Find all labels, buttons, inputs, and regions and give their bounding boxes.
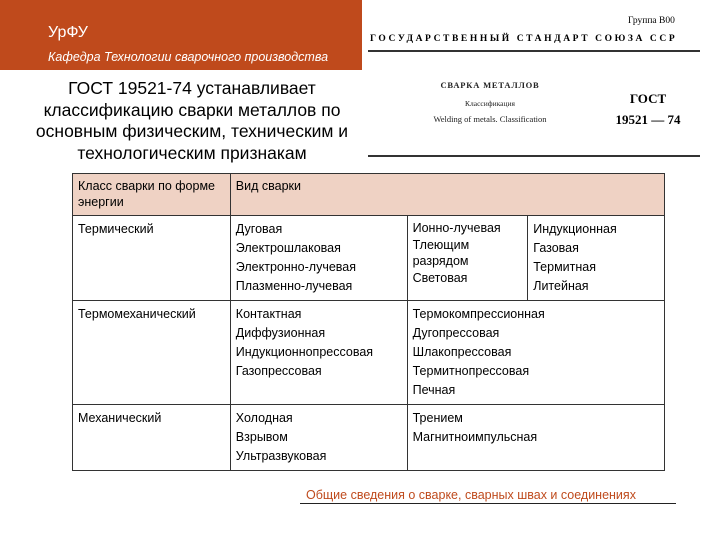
weld-type: Индукционнопрессовая (235, 345, 374, 359)
type-cell (407, 216, 528, 301)
type-cell (230, 216, 407, 301)
standard-group: Группа В00 (628, 16, 675, 26)
weld-type: Газовая (533, 241, 579, 255)
standard-subtitle: Классификация (465, 99, 515, 108)
type-cell (407, 405, 664, 471)
header-cell: Класс сварки по форме энергии (73, 174, 231, 216)
class-cell: Термический (73, 216, 231, 301)
type-cell (528, 216, 665, 301)
standard-code-number: 19521 — 74 (615, 112, 681, 127)
brand-label: УрФУ (48, 24, 88, 41)
weld-type: Взрывом (235, 430, 288, 444)
standard-code-label: ГОСТ (629, 91, 667, 106)
weld-type: Индукционная (533, 222, 617, 236)
weld-type: Печная (412, 383, 456, 397)
weld-type: Тлеющим разрядом (412, 237, 470, 268)
standard-code (612, 88, 684, 130)
slide-title: ГОСТ 19521-74 устанавливает классификацию сварки металлов по основным физическим, техническим и технологическим признакам (35, 78, 349, 163)
weld-type: Литейная (533, 279, 589, 293)
standard-rule-bottom (368, 155, 700, 157)
weld-type: Контактная (235, 307, 302, 321)
department-label: Кафедра Технологии сварочного производства (48, 50, 329, 64)
footer-line (300, 503, 676, 504)
weld-type: Плазменно-лучевая (235, 279, 353, 293)
table-header-row (73, 174, 665, 216)
weld-type: Электронно-лучевая (235, 260, 356, 274)
table-row (73, 301, 665, 405)
weld-type: Световая (412, 270, 468, 285)
weld-type: Дугопрессовая (412, 326, 500, 340)
weld-type: Трением (412, 411, 463, 425)
table-row (73, 216, 665, 301)
standard-header: ГОСУДАРСТВЕННЫЙ СТАНДАРТ СОЮЗА ССР (370, 34, 678, 44)
type-cell (407, 301, 664, 405)
header-cell: Вид сварки (230, 174, 664, 216)
standard-description (410, 80, 570, 124)
weld-type: Магнитноимпульсная (412, 430, 538, 444)
weld-type: Холодная (235, 411, 293, 425)
weld-type: Диффузионная (235, 326, 326, 340)
standard-english: Welding of metals. Classification (433, 114, 547, 124)
class-cell: Термомеханический (73, 301, 231, 405)
standard-name: СВАРКА МЕТАЛЛОВ (440, 80, 540, 90)
classification-table (72, 173, 665, 471)
weld-type: Термитнопрессовая (412, 364, 530, 378)
weld-type: Электрошлаковая (235, 241, 341, 255)
weld-type: Термокомпрессионная (412, 307, 545, 321)
table-row (73, 405, 665, 471)
weld-type: Термитная (533, 260, 597, 274)
type-cell (230, 301, 407, 405)
class-cell: Механический (73, 405, 231, 471)
weld-type: Ультразвуковая (235, 449, 327, 463)
type-cell (230, 405, 407, 471)
weld-type: Дуговая (235, 222, 283, 236)
classification-table-body (73, 174, 665, 471)
weld-type: Шлакопрессовая (412, 345, 512, 359)
weld-type: Ионно-лучевая (412, 221, 501, 235)
footer-text: Общие сведения о сварке, сварных швах и соединениях (306, 488, 636, 502)
standard-rule-top (368, 50, 700, 52)
weld-type: Газопрессовая (235, 364, 322, 378)
